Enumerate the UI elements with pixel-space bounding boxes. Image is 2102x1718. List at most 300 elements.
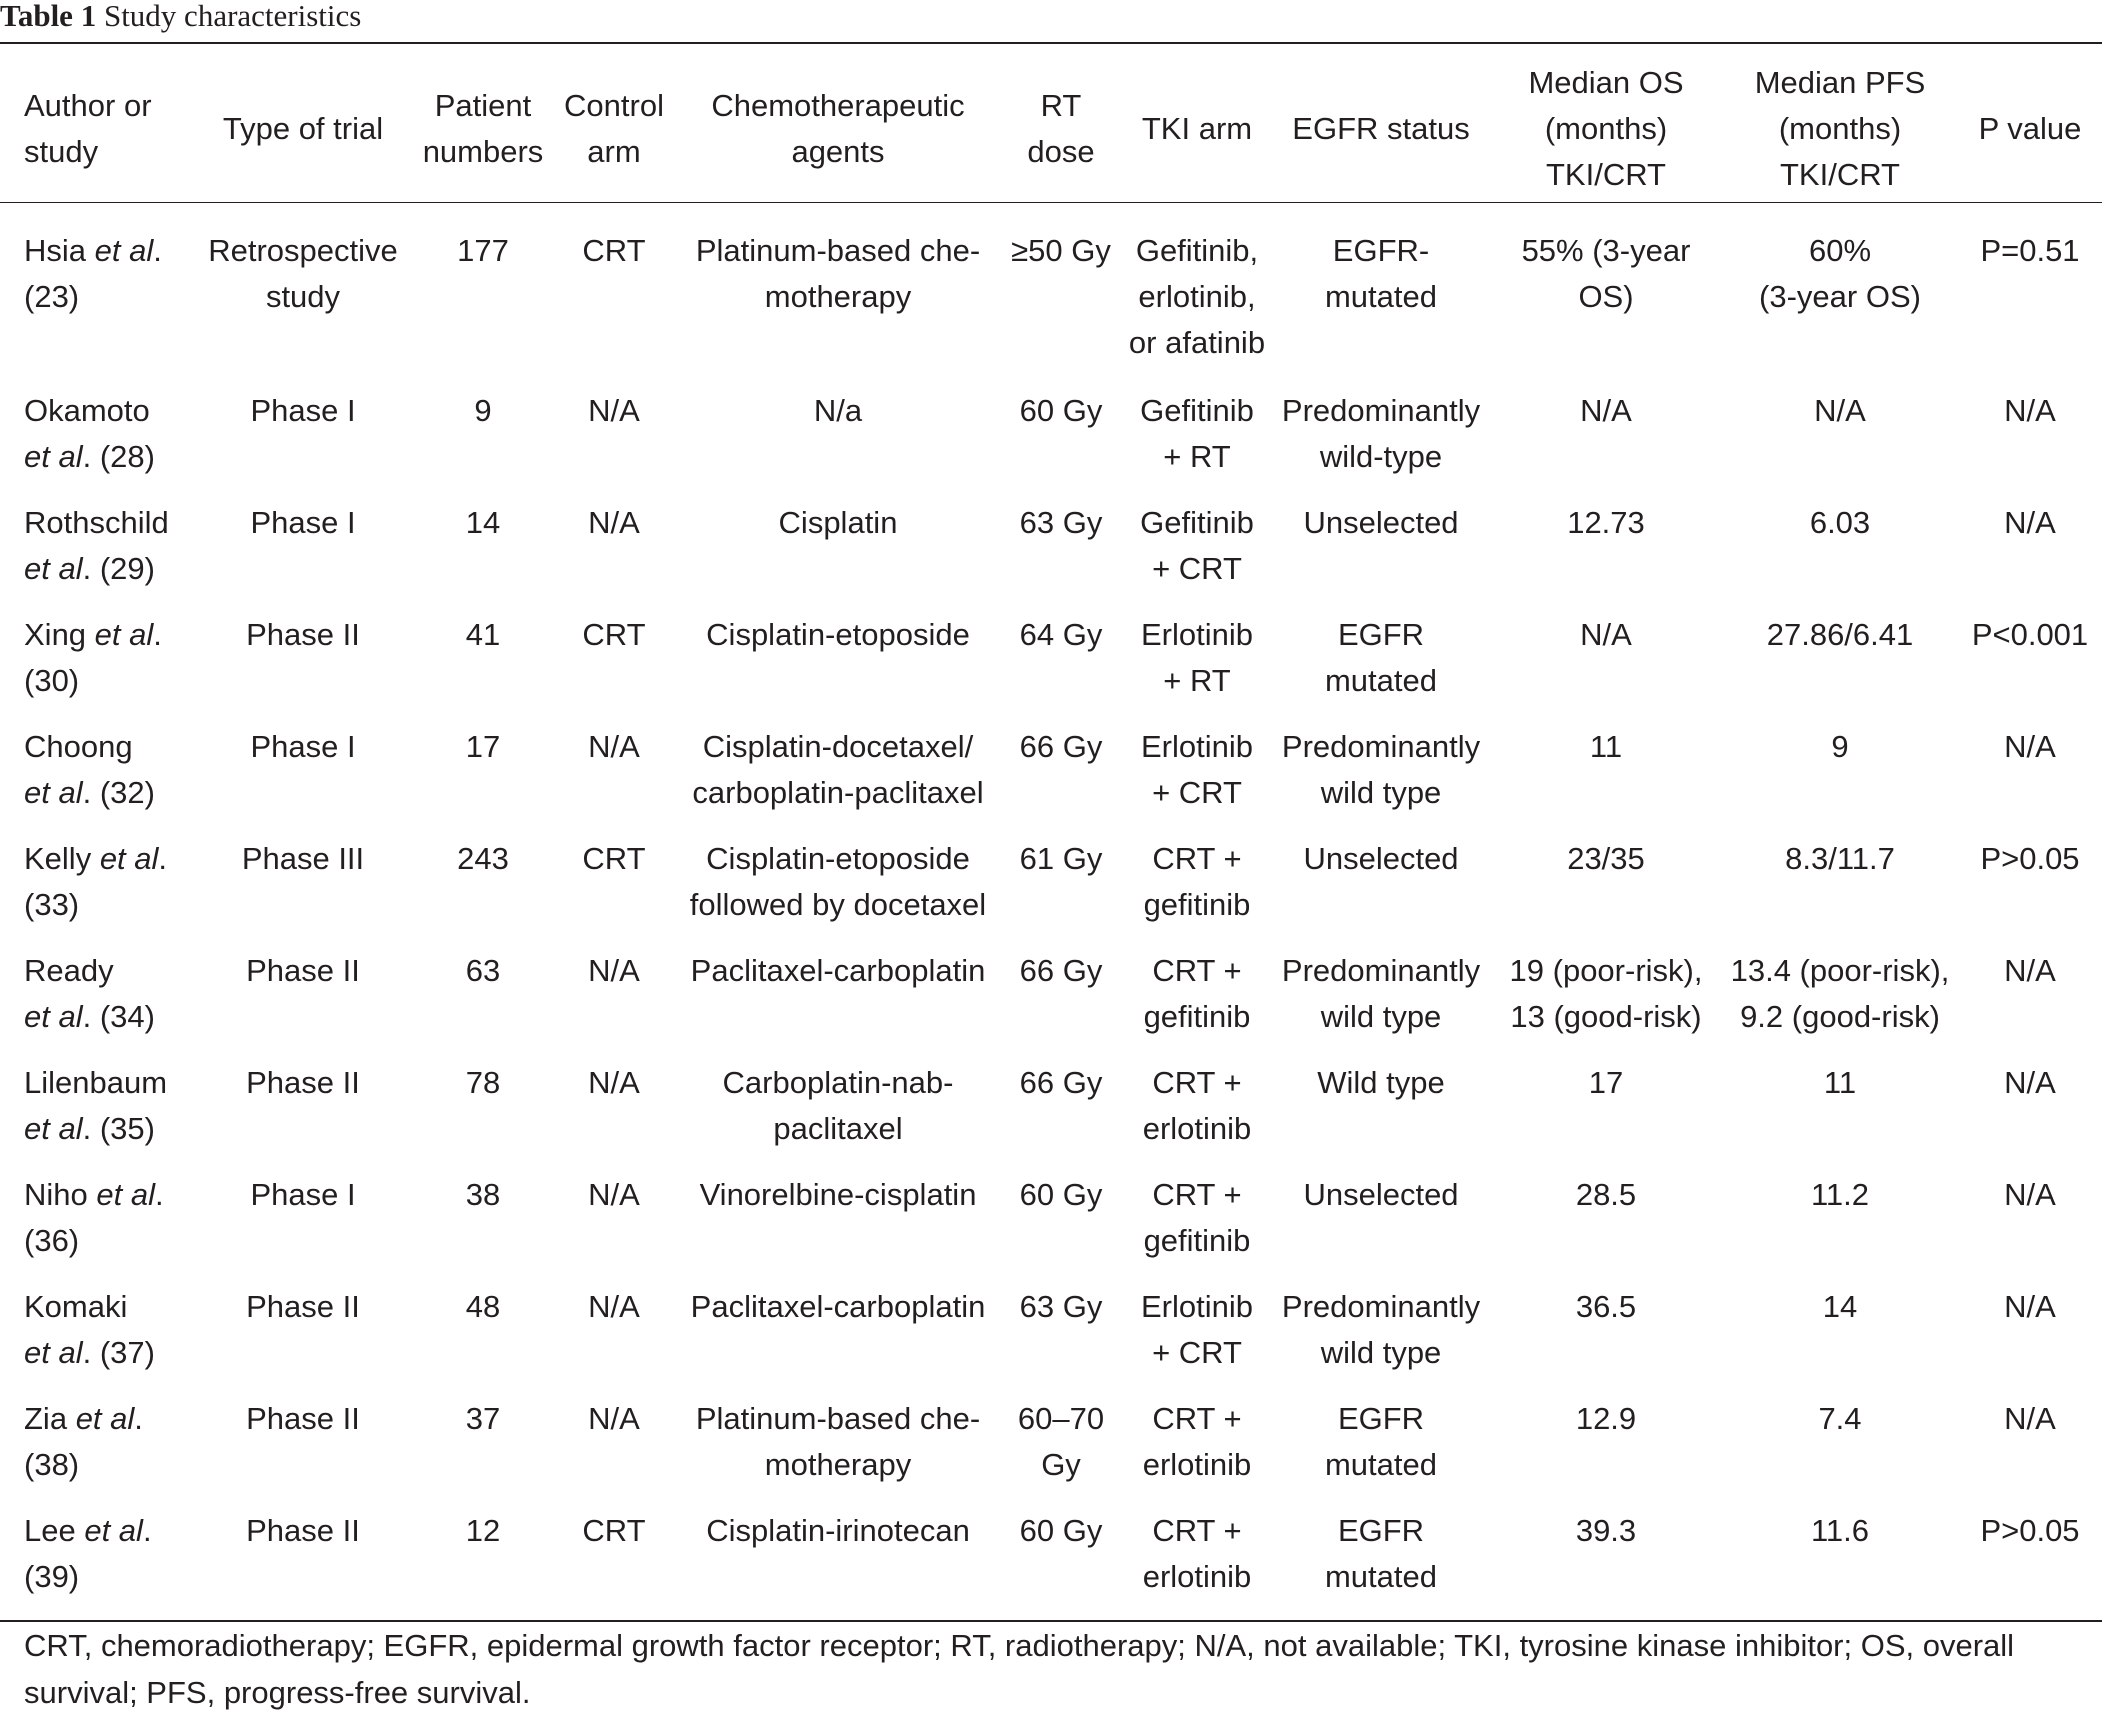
cell-line: EGFR- [1332,233,1430,268]
author-line2: . (35) [82,1111,155,1146]
table-cell [552,936,676,1048]
cell-line: Wild type [1317,1065,1445,1100]
author-cell [0,712,192,824]
table-cell [552,824,676,936]
table-cell [192,1160,414,1272]
table-cell [1722,1272,1958,1384]
cell-line: CRT [582,1513,646,1548]
cell-line: Erlotinib [1141,1289,1253,1324]
cell-line: N/A [2004,1289,2056,1324]
cell-line: N/A [588,1289,640,1324]
table-row [0,600,2102,712]
cell-line: N/A [588,1401,640,1436]
author-line2: (30) [24,663,80,698]
author-cell [0,1048,192,1160]
cell-line: Vinorelbine-cisplatin [699,1177,977,1212]
table-row [0,1160,2102,1272]
table-cell [1490,1272,1722,1384]
table-cell [1490,1048,1722,1160]
column-header-line: Patient [434,88,532,123]
table-cell [1272,600,1490,712]
header-rule [0,202,2102,203]
author-pre: Lee [24,1513,85,1548]
cell-line: Paclitaxel-carboplatin [690,1289,986,1324]
cell-line: 66 Gy [1019,953,1103,988]
study-characteristics-table [0,44,2102,1610]
table-cell [1000,376,1122,488]
table-cell [1490,824,1722,936]
cell-line: motherapy [764,279,912,314]
table-cell [552,1160,676,1272]
column-header [0,44,192,214]
table-cell [552,214,676,376]
column-header-line: Author or [24,88,152,123]
cell-line: 12 [465,1513,501,1548]
table-cell [1000,214,1122,376]
cell-line: 11.2 [1810,1177,1870,1212]
table-cell [676,1384,1000,1496]
cell-line: 36.5 [1575,1289,1637,1324]
cell-line: Cisplatin-docetaxel/ [702,729,974,764]
table-cell [676,1496,1000,1610]
table-cell [1958,376,2102,488]
table-cell [1122,214,1272,376]
cell-line: 9 [1831,729,1849,764]
cell-line: EGFR mutated [1324,1401,1437,1482]
cell-line: Phase II [246,1401,360,1436]
table-cell [1958,600,2102,712]
table-cell [414,1272,552,1384]
table-title: Study characteristics [103,0,362,33]
table-cell [414,1496,552,1610]
table-cell [414,936,552,1048]
table-cell [1122,712,1272,824]
table-cell [1958,488,2102,600]
table-number: Table 1 [0,0,97,33]
cell-line: study [265,279,341,314]
table-cell [1490,1496,1722,1610]
cell-line: N/a [813,393,863,428]
column-header-line: TKI arm [1141,111,1253,146]
table-cell [1000,488,1122,600]
cell-line: 243 [457,841,509,876]
cell-line: Gefitinib [1140,393,1254,428]
author-cell [0,376,192,488]
table-cell [192,488,414,600]
cell-line: Retrospective [208,233,398,268]
cell-line: + RT [1163,663,1231,698]
author-cell [0,488,192,600]
cell-line: + CRT [1152,775,1242,810]
cell-line: Gefitinib [1140,505,1254,540]
cell-line: Phase II [246,953,360,988]
cell-line: ≥50 Gy [1011,233,1111,268]
cell-line: 63 Gy [1019,505,1103,540]
table-cell [192,1496,414,1610]
author-line2: (39) [24,1559,80,1594]
cell-line: P=0.51 [1980,233,2080,268]
table-row [0,1048,2102,1160]
table-cell [1122,488,1272,600]
table-row [0,712,2102,824]
table-cell [1122,1272,1272,1384]
table-cell [1272,1048,1490,1160]
column-header [414,44,552,214]
cell-line: + CRT [1152,1335,1242,1370]
cell-line: 66 Gy [1019,729,1103,764]
table-cell [1272,1272,1490,1384]
cell-line: 63 Gy [1019,1289,1103,1324]
author-pre: Niho [24,1177,97,1212]
table-cell [414,712,552,824]
table-cell [552,600,676,712]
table-cell [192,1384,414,1496]
cell-line: N/A [2004,393,2056,428]
author-line2: . (28) [82,439,155,474]
table-cell [414,1384,552,1496]
table-cell [1000,1048,1122,1160]
table-cell [676,1160,1000,1272]
cell-line: 177 [457,233,509,268]
cell-line: Unselected [1303,841,1459,876]
table-cell [414,1048,552,1160]
cell-line: Phase II [246,1065,360,1100]
column-header-line: (months) [1778,111,1902,146]
cell-line: 66 Gy [1019,1065,1103,1100]
table-cell [1000,1496,1122,1610]
cell-line: 41 [465,617,501,652]
table-cell [552,712,676,824]
column-header-line: EGFR status [1292,111,1470,146]
author-post: . [158,841,168,876]
author-cell [0,1496,192,1610]
cell-line: 38 [465,1177,501,1212]
author-post: . [153,233,162,268]
table-row [0,1384,2102,1496]
cell-line: N/A [1580,393,1632,428]
author-line2: (33) [24,887,80,922]
cell-line: 7.4 [1818,1401,1862,1436]
cell-line: Cisplatin [778,505,898,540]
table-cell [1122,1160,1272,1272]
table-cell [552,488,676,600]
table-cell [1722,214,1958,376]
table-footnote: CRT, chemoradiotherapy; EGFR, epidermal growth factor receptor; RT, radiotherapy; N/A, not available; TKI, tyrosine kinase inhibitor; OS, overall survival; PFS, progress-free survival. [24,1628,2015,1710]
cell-line: 48 [465,1289,501,1324]
cell-line: Phase I [250,393,356,428]
table-cell [1722,712,1958,824]
table-cell [1000,712,1122,824]
cell-line: Erlotinib [1141,617,1253,652]
cell-line: EGFR mutated [1324,617,1437,698]
cell-line: erlotinib [1142,1447,1252,1482]
table-cell [1958,824,2102,936]
cell-line: Phase I [250,1177,356,1212]
table-cell [192,936,414,1048]
table-cell [192,824,414,936]
table-cell [552,1272,676,1384]
table-row [0,488,2102,600]
author-cell [0,214,192,376]
cell-line: 23/35 [1567,841,1645,876]
author-pre: Ready [24,953,114,988]
cell-line: N/A [2004,1177,2056,1212]
table-cell [676,376,1000,488]
table-cell [1958,1496,2102,1610]
cell-line: Phase III [241,841,365,876]
cell-line: CRT + [1152,841,1242,876]
cell-line: 6.03 [1809,505,1871,540]
table-cell [1722,600,1958,712]
table-cell [676,712,1000,824]
table-cell [1000,600,1122,712]
author-etal: et al [96,1177,155,1212]
cell-line: 17 [1588,1065,1624,1100]
author-etal: et al [24,551,83,586]
table-cell [1958,1272,2102,1384]
table-cell [1122,936,1272,1048]
cell-line: CRT + [1152,1177,1242,1212]
cell-line: Cisplatin-irinotecan [706,1513,970,1548]
cell-line: N/A [588,1177,640,1212]
cell-line: mutated [1324,279,1437,314]
author-pre: Kelly [24,841,100,876]
cell-line: 55% (3-year [1521,233,1691,268]
table-cell [414,488,552,600]
table-cell [192,376,414,488]
cell-line: 9 [474,393,492,428]
cell-line: 60 Gy [1019,1177,1103,1212]
author-pre: Hsia [24,233,95,268]
table-cell [552,1496,676,1610]
cell-line: CRT + [1152,1065,1242,1100]
cell-line: 8.3/11.7 [1785,841,1895,876]
author-pre: Okamoto [24,393,150,428]
cell-line: erlotinib [1142,1559,1252,1594]
author-etal: et al [24,775,83,810]
column-header-line: Median PFS [1754,65,1926,100]
author-line2: (38) [24,1447,80,1482]
cell-line: 11 [1589,729,1623,764]
table-cell [192,214,414,376]
table-cell [676,600,1000,712]
cell-line: 13.4 (poor-risk), [1730,953,1950,988]
table-cell [1722,1048,1958,1160]
table-row [0,376,2102,488]
table-cell [1000,1384,1122,1496]
cell-line: 27.86/6.41 [1766,617,1914,652]
cell-line: 37 [465,1401,501,1436]
cell-line: gefitinib [1143,999,1251,1034]
cell-line: P>0.05 [1980,1513,2080,1548]
cell-line: Gy [1041,1447,1081,1482]
cell-line: or afatinib [1128,325,1266,360]
author-cell [0,1160,192,1272]
column-header-line: (months) [1544,111,1668,146]
cell-line: Paclitaxel-carboplatin [690,953,986,988]
cell-line: 78 [465,1065,501,1100]
table-cell [1490,1384,1722,1496]
author-etal: et al [94,233,154,268]
cell-line: CRT + [1152,953,1242,988]
cell-line: 60–70 [1017,1401,1105,1436]
author-etal: et al [24,999,83,1034]
cell-line: CRT [582,841,646,876]
cell-line: N/A [2004,505,2056,540]
cell-line: Gefitinib, [1135,233,1259,268]
cell-line: Cisplatin-etoposide [706,617,970,652]
cell-line: Platinum-based che- [695,233,981,268]
table-cell [1722,376,1958,488]
cell-line: Predominantly [1281,729,1481,764]
cell-line: erlotinib, [1138,279,1256,314]
cell-line: 14 [465,505,501,540]
cell-line: CRT [582,617,646,652]
author-pre: Xing [24,617,95,652]
cell-line: CRT + [1152,1513,1242,1548]
table-cell [552,1384,676,1496]
cell-line: Phase II [246,1513,360,1548]
table-body [0,214,2102,1610]
table-cell [1958,936,2102,1048]
table-cell [1000,824,1122,936]
author-cell [0,1384,192,1496]
table-cell [1122,1048,1272,1160]
cell-line: wild type [1320,775,1442,810]
table-cell [1490,488,1722,600]
column-header-line: RT [1040,88,1082,123]
table-cell [1958,1160,2102,1272]
table-row [0,214,2102,376]
author-etal: et al [99,841,159,876]
cell-line: wild type [1320,999,1442,1034]
author-etal: et al [24,439,83,474]
column-header-line: P value [1978,111,2082,146]
author-post: . [153,617,162,652]
cell-line: wild-type [1319,439,1443,474]
cell-line: P>0.05 [1980,841,2080,876]
table-cell [1490,600,1722,712]
table-cell [414,376,552,488]
table-cell [1122,1496,1272,1610]
table-header [0,44,2102,214]
column-header-line: Type of trial [222,111,384,146]
table-cell [1722,1384,1958,1496]
column-header-line: agents [791,134,885,169]
table-cell [1000,1272,1122,1384]
author-cell [0,936,192,1048]
cell-line: 12.9 [1575,1401,1637,1436]
author-line2: (36) [24,1223,80,1258]
cell-line: carboplatin-paclitaxel [692,775,984,810]
cell-line: Unselected [1303,1177,1459,1212]
cell-line: 61 Gy [1019,841,1103,876]
cell-line: gefitinib [1143,887,1251,922]
cell-line: 64 Gy [1019,617,1103,652]
table-cell [414,600,552,712]
author-etal: et al [94,617,154,652]
column-header [676,44,1000,214]
table-cell [1272,214,1490,376]
cell-line: 11.6 [1810,1513,1870,1548]
table-cell [1000,1160,1122,1272]
table-cell [1272,1160,1490,1272]
table-cell [1958,1048,2102,1160]
cell-line: Cisplatin-etoposide [706,841,970,876]
table-cell [676,1272,1000,1384]
cell-line: 17 [465,729,501,764]
cell-line: 19 (poor-risk), [1509,953,1703,988]
table-cell [1272,1384,1490,1496]
cell-line: 60% [1808,233,1872,268]
column-header-line: TKI/CRT [1546,157,1666,192]
cell-line: Carboplatin-nab- [722,1065,954,1100]
cell-line: Phase II [246,617,360,652]
column-header [1122,44,1272,214]
table-row [0,824,2102,936]
author-cell [0,1272,192,1384]
cell-line: N/A [588,393,640,428]
cell-line: 60 Gy [1019,393,1103,428]
cell-line: 14 [1822,1289,1858,1324]
table-cell [1722,1496,1958,1610]
cell-line: motherapy [764,1447,912,1482]
author-post: . [154,1177,164,1212]
cell-line: N/A [1814,393,1866,428]
table-cell [1722,936,1958,1048]
table-caption [0,0,361,38]
table-cell [676,936,1000,1048]
table-cell [192,1048,414,1160]
column-header [1722,44,1958,214]
author-pre: Zia [24,1401,76,1436]
cell-line: N/A [2004,1065,2056,1100]
table-cell [414,824,552,936]
column-header [1000,44,1122,214]
table-cell [1490,376,1722,488]
cell-line: 12.73 [1567,505,1645,540]
author-etal: et al [84,1513,143,1548]
table-cell [676,488,1000,600]
cell-line: 28.5 [1575,1177,1637,1212]
table-cell [1490,214,1722,376]
author-cell [0,600,192,712]
table-cell [1122,1384,1272,1496]
cell-line: N/A [2004,953,2056,988]
cell-line: paclitaxel [773,1111,903,1146]
author-post: . [142,1513,152,1548]
author-line2: . (29) [82,551,155,586]
column-header-line: study [24,134,99,169]
table-cell [676,214,1000,376]
cell-line: Predominantly [1281,953,1481,988]
column-header-line: Median OS [1528,65,1684,100]
column-header [1490,44,1722,214]
cell-line: erlotinib [1142,1111,1252,1146]
table-cell [192,1272,414,1384]
table-cell [1490,936,1722,1048]
column-header-line: Chemotherapeutic [711,88,965,123]
column-header-line: Control [564,88,664,123]
cell-line: 63 [465,953,501,988]
cell-line: Predominantly [1281,393,1481,428]
table-cell [414,214,552,376]
cell-line: N/A [2004,1401,2056,1436]
author-line2: . (34) [82,999,155,1034]
table-cell [1272,936,1490,1048]
column-header-line: numbers [422,134,544,169]
cell-line: Phase I [250,729,356,764]
